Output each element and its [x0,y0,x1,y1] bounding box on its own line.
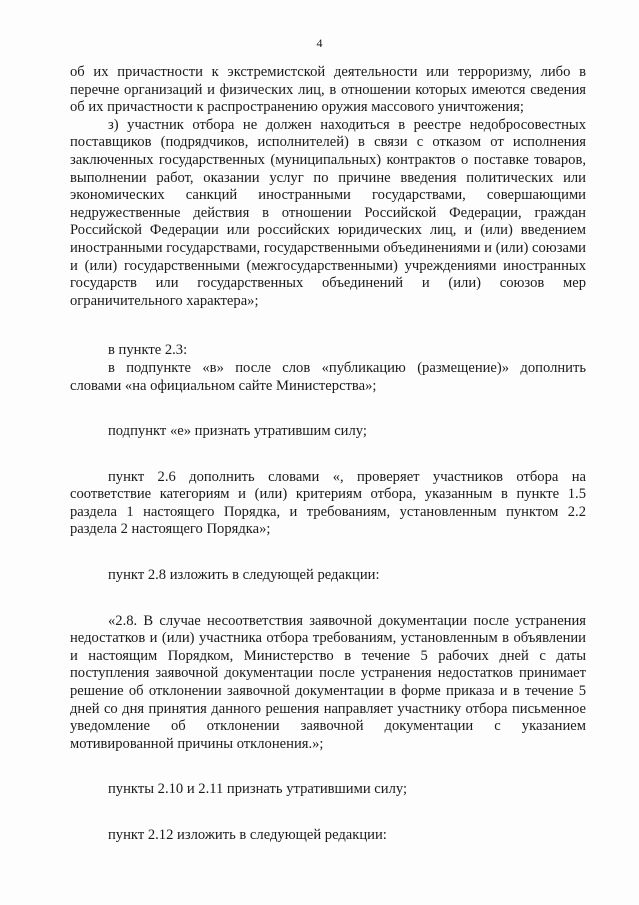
page-number: 4 [316,36,323,50]
paragraph-points-2-10-2-11: пункты 2.10 и 2.11 признать утратившими силу; [108,781,408,798]
paragraph-point-2-8-intro: пункт 2.8 изложить в следующей редакции: [108,567,380,584]
paragraph-point-2-8-text: «2.8. В случае несоответствия заявочной документации после устранения недостатков и (или) участника отбора требованиям, установленным в объявлении и настоящим Порядком, Министерство в течение 5 рабочих дней с даты поступления заявочной документации после устранения недостатков принимает решение об отклонении заявочной документации в форме приказа и в течение 5 дней со дня принятия данного решения направляет участнику отбора письменное уведомление об отклонении заявочной документации с указанием мотивированной причины отклонения.»; [70,612,586,752]
paragraph-point-2-12: пункт 2.12 изложить в следующей редакции: [108,827,387,843]
paragraph-subpoint-v: в подпункте «в» после слов «публикацию (размещение)» дополнить словами «на официальном сайте Министерства»; [70,359,586,394]
paragraph-subpoint-e: подпункт «е» признать утратившим силу; [108,423,367,440]
paragraph-point-2-6: пункт 2.6 дополнить словами «, проверяет участников отбора на соответствие категориям и (или) критериям отбора, указанным в пункте 1.5 раздела 1 настоящего Порядка, и требованиям, установленным пунктом 2.2 раздела 2 настоящего Порядка»; [70,468,586,538]
paragraph-continuation: об их причастности к экстремистской деятельности или терроризму, либо в перечне организаций и физических лиц, в отношении которых имеются сведения об их причастности к распространению оружия массового уничтожения; [70,64,586,116]
paragraph-item-z: з) участник отбора не должен находиться в реестре недобросовестных поставщиков (подрядчиков, исполнителей) в связи с отказом от исполнения заключенных государственных (муниципальных) контрактов о поставке товаров, выполнении работ, оказании услуг по причине введения политических или экономических санкций иностранными государствами, совершающими недружественные действия в отношении Российской Федерации, граждан Российской Федерации или российских юридических лиц, и (или) введением иностранными государствами, государственными объединениями и (или) союзами и (или) государственными (межгосударственными) учреждениями иностранных государств или государственных объединений и (или) союзов мер ограничительного характера»; [70,116,586,309]
paragraph-point-2-3: в пункте 2.3: [108,342,188,359]
document-body [70,64,586,845]
